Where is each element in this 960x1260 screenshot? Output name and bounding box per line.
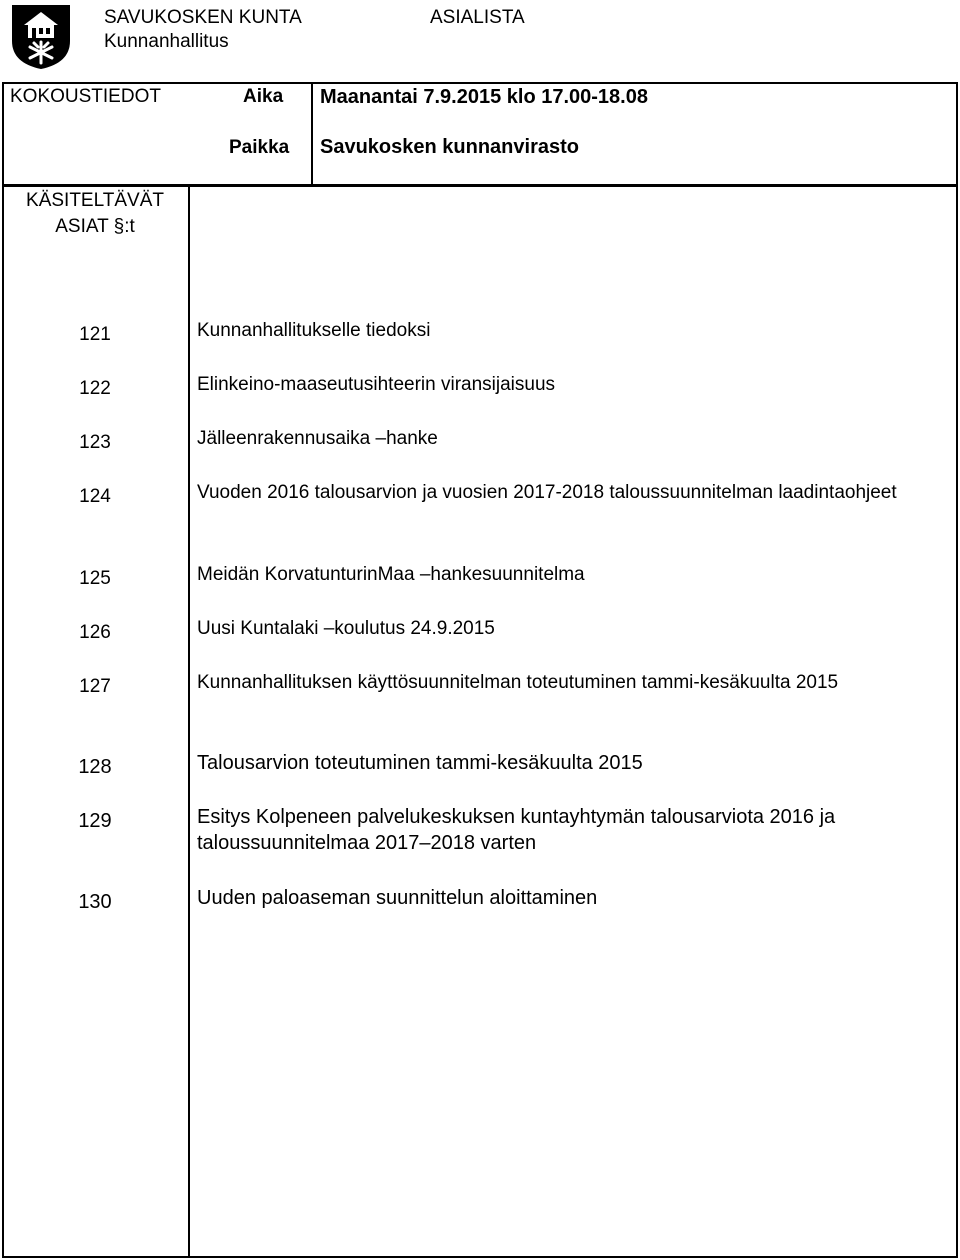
agenda-item: Uuden paloaseman suunnittelun aloittaminen [197, 887, 598, 909]
agenda-item: Talousarvion toteutuminen tammi-kesäkuulta 2015 [197, 752, 643, 774]
agenda-heading-line1: KÄSITELTÄVÄT [26, 190, 164, 211]
agenda-item: Kunnanhallituksen käyttösuunnitelman toteutuminen tammi-kesäkuulta 2015 [197, 672, 839, 693]
place-label: Paikka [229, 137, 290, 158]
item-number: 121 [79, 324, 111, 345]
agenda-item: Elinkeino-maaseutusihteerin viransijaisuus [197, 374, 556, 395]
agenda-item: Jälleenrakennusaika –hanke [197, 428, 438, 449]
governing-body: Kunnanhallitus [104, 31, 229, 52]
agenda-heading-line2: ASIAT §:t [55, 216, 135, 237]
agenda-item: Uusi Kuntalaki –koulutus 24.9.2015 [197, 618, 495, 639]
municipal-crest-icon [10, 3, 72, 71]
agenda-item: Esitys Kolpeneen palvelukeskuksen kuntayhtymän talousarviota 2016 ja taloussuunnitelmaa 2017–2018 varten [197, 806, 836, 854]
item-number: 128 [78, 756, 112, 778]
document-type: ASIALISTA [430, 7, 525, 28]
agenda-item: Meidän KorvatunturinMaa –hankesuunnitelma [197, 564, 585, 585]
item-number: 127 [79, 676, 111, 697]
time-value: Maanantai 7.9.2015 klo 17.00-18.08 [320, 86, 648, 108]
item-number: 129 [78, 810, 112, 832]
item-number: 126 [79, 622, 111, 643]
item-number: 124 [79, 486, 111, 507]
item-number: 122 [79, 378, 111, 399]
meeting-info-divider [311, 82, 313, 186]
item-number: 123 [79, 432, 111, 453]
place-value: Savukosken kunnanvirasto [320, 136, 579, 158]
meeting-section-label: KOKOUSTIEDOT [10, 86, 161, 107]
agenda-divider [188, 185, 190, 1258]
item-number: 125 [79, 568, 111, 589]
municipality-name: SAVUKOSKEN KUNTA [104, 7, 302, 28]
agenda-item: Vuoden 2016 talousarvion ja vuosien 2017-2018 taloussuunnitelman laadintaohjeet [197, 482, 897, 503]
item-number: 130 [78, 891, 112, 913]
agenda-item: Kunnanhallitukselle tiedoksi [197, 320, 431, 341]
time-label: Aika [243, 86, 284, 107]
